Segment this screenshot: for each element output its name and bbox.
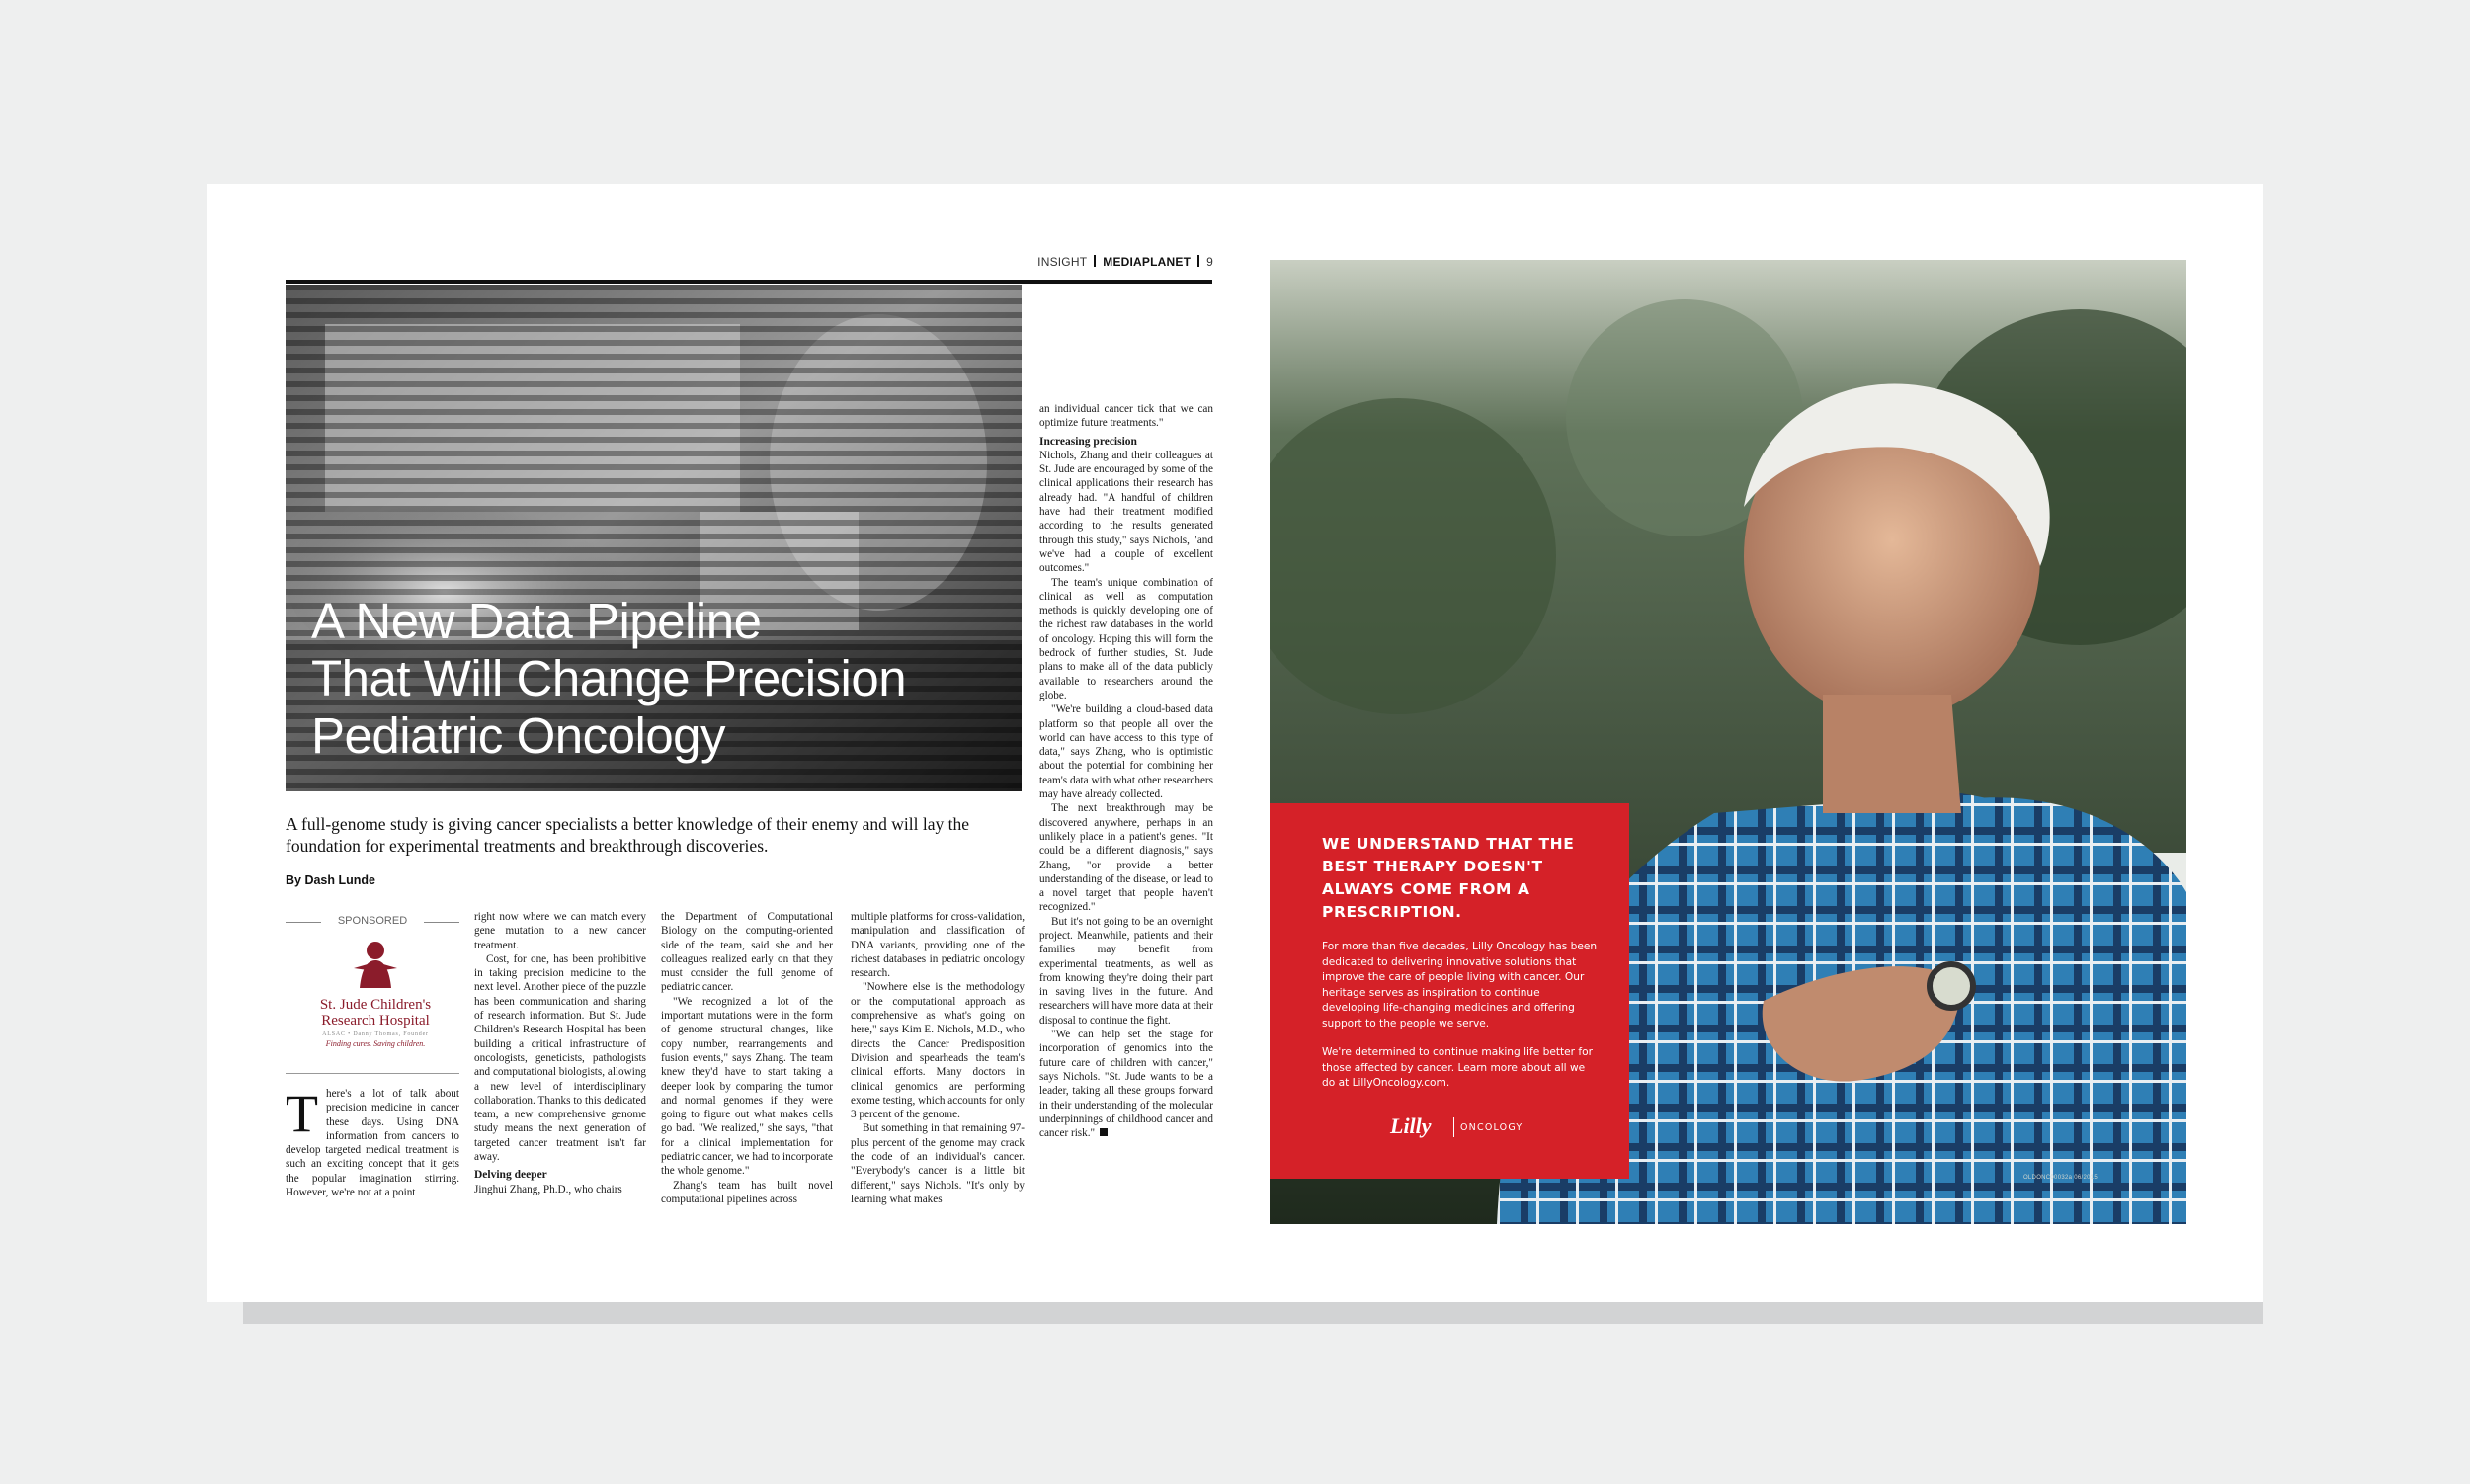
runner-divider [1094,255,1096,267]
lilly-oncology-ad [1270,260,2186,1224]
ad-body [1322,940,1601,1106]
headline-line: Pediatric Oncology [311,707,726,764]
article-column-3 [661,910,833,1206]
ad-body-paragraph: For more than five decades, Lilly Oncology has been dedicated to delivering innovative solutions that improve the care of people living with cancer. Our heritage serves as inspiration to continue developing life-changing medicines and offering support to the people we serve. [1322,941,1598,1030]
paragraph: here's a lot of talk about precision medicine in cancer these days. Using DNA information from cancers to develop targeted medical treatment is such an exciting concept that it gets the popular imagination stirring. However, we're not at a point [286,1088,459,1199]
ad-headline: WE UNDERSTAND THAT THE BEST THERAPY DOESN'T ALWAYS COME FROM A PRESCRIPTION. [1322,835,1575,921]
headline-line: A New Data Pipeline [311,593,762,649]
headline-line: That Will Change Precision [311,650,907,706]
sponsor-divider [286,1073,459,1074]
paragraph: The team's unique combination of clinical as well as computation methods is quickly developing one of the richest raw databases in the world of oncology. Hoping this will form the bedrock of further studies, St. Jude plans to make all of the data publicly available to researchers around the globe. [1039,576,1213,701]
sponsored-label: SPONSORED [286,915,459,927]
child-silhouette-icon [350,939,401,990]
article-column-2 [474,910,646,1196]
st-jude-logo [296,939,454,1048]
logo-oncology-text: ONCOLOGY [1460,1122,1523,1133]
runner-brand: MEDIAPLANET [1103,255,1192,269]
byline: By Dash Lunde [286,873,375,887]
paragraph: Nichols, Zhang and their colleagues at St. Jude are encouraged by some of the clinical applications their research has already had. "A handful of children have had their treatment modified according to the results generated through this study," says Nichols, "and we've had a couple of excellent outcomes." [1039,449,1213,575]
header-rule [286,280,1212,284]
paragraph: Cost, for one, has been prohibitive in taking precision medicine to the next level. Another piece of the puzzle has been communication and sharing of research information. But St. Jude Children's Research Hospital has been building a critical infrastructure of oncologists, geneticists, pathologists and computational biologists, allowing a new level of interdisciplinary collaboration. Thanks to this dedicated team, a new comprehensive genome study means the next generation of targeted cancer treatment isn't far away. [474,952,647,1164]
sponsor-name: St. Jude Children's Research Hospital [319,997,432,1029]
ad-red-panel [1270,803,1629,1179]
paragraph: But something in that remaining 97-plus percent of the genome may crack the code of an individual's cancer. "Everybody's cancer is a little bit different," says Nichols. "It's only by learning what makes [851,1122,1025,1205]
paragraph: "Nowhere else is the methodology or the computational approach as comprehensive as what's going on here," says Kim E. Nichols, M.D., who directs the Cancer Predisposition Division and spearheads the team's clinical efforts. Many doctors in clinical genomics are performing exome testing, which accounts for only 3 percent of the genome. [851,981,1025,1121]
paragraph: the Department of Computational Biology on the computing-oriented side of the team, said she and her colleagues realized early on that they must consider the full genome of pediatric cancer. [661,911,833,994]
article-headline [311,593,1003,765]
article-column-4 [851,910,1025,1206]
runner-section: INSIGHT [1037,255,1088,269]
subhead-increasing-precision: Increasing precision [1039,435,1137,448]
running-header [1020,255,1213,269]
runner-divider [1197,255,1199,267]
ad-body-paragraph: We're determined to continue making life better for those affected by cancer. Learn more about all we do at LillyOncology.com. [1322,1046,1593,1089]
article-deck: A full-genome study is giving cancer specialists a better knowledge of their enemy and will lay the foundation for experimental treatments and breakthrough discoveries. [286,814,970,856]
paragraph: Zhang's team has built novel computational pipelines across [661,1179,833,1205]
article-column-1 [286,1084,459,1199]
subhead-delving-deeper: Delving deeper [474,1169,547,1182]
final-paragraph-text: "We can help set the stage for incorporation of genomics into the future care of children with cancer," says Nichols. "St. Jude wants to be a leader, taking all these groups forward in their understanding of the molecular underpinnings of childhood cancer and cancer risk." [1039,1029,1213,1140]
drop-cap: T [286,1084,318,1143]
paragraph: right now where we can match every gene mutation to a new cancer treatment. [474,911,646,951]
paragraph: multiple platforms for cross-validation, manipulation and classification of DNA variants, providing one of the richest databases in pediatric oncology research. [851,911,1025,980]
logo-divider [1453,1117,1454,1137]
ad-job-code: OLDONC00032a 06/2015 [2022,1175,2098,1181]
paragraph: The next breakthrough may be discovered anywhere, perhaps in an unlikely place in a patient's genes. "It could be a different diagnosis," says Zhang, "or provide a better understanding of the disease, or lead to a novel target that people haven't recognized." [1039,802,1213,914]
paragraph: an individual cancer tick that we can optimize future treatments." [1039,403,1213,430]
paragraph: Jinghui Zhang, Ph.D., who chairs [474,1183,622,1195]
paragraph: "We're building a cloud-based data platform so that people all over the world can have access to this type of data," says Zhang, who is optimistic about the potential for combining her team's data with what other researchers may have already collected. [1039,703,1213,801]
end-mark-icon [1100,1128,1108,1136]
paragraph: But it's not going to be an overnight project. Meanwhile, patients and their families may benefit from experimental treatments, as well as from knowing they're doing their part in saving lives in the future. And researchers will have more data at their disposal to continue the fight. [1039,915,1213,1027]
paragraph: "We recognized a lot of the important mutations were in the form of genome structural changes, like copy number, rearrangements and fusion events," says Zhang. The team knew they'd have to start taking a deeper look by comparing the tumor and normal genomes if they were going to figure out what makes cells go bad. "We realized," she says, "that for a clinical implementation for pediatric cancer, we had to incorporate the whole genome." [661,995,833,1178]
sponsor-slogan: Finding cures. Saving children. [325,1039,426,1048]
article-column-5 [1039,402,1213,1140]
lilly-logo: Lilly [1390,1113,1432,1138]
hero-photo [286,285,1022,791]
page-number: 9 [1206,255,1213,269]
sponsor-tagline: ALSAC • Danny Thomas, Founder [322,1031,429,1037]
paragraph [1039,1028,1213,1140]
